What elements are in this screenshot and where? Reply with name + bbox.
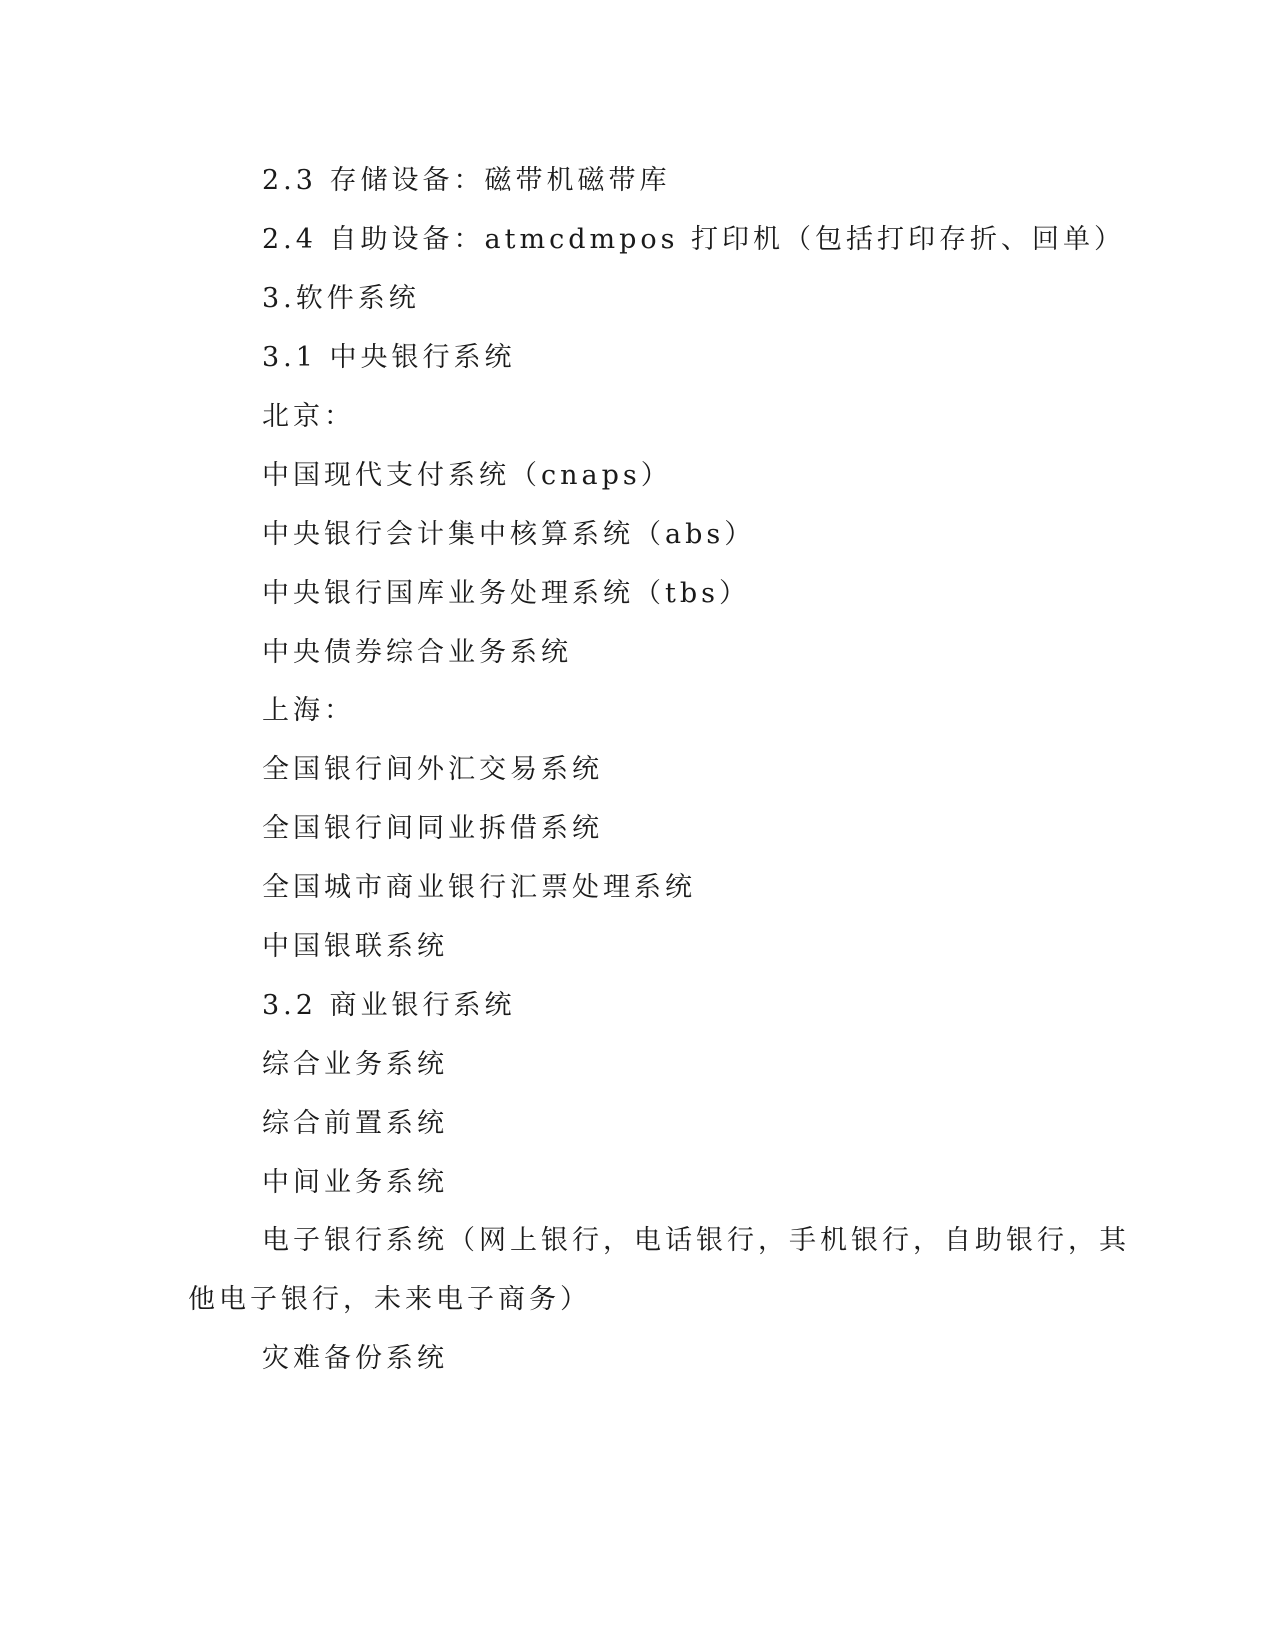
list-item: 中间业务系统	[262, 1167, 448, 1198]
list-item: 综合业务系统	[262, 1049, 448, 1080]
list-item: 中央银行国库业务处理系统（tbs）	[262, 578, 750, 609]
list-item-e-banking: 电子银行系统（网上银行，电话银行，手机银行，自助银行，其	[262, 1225, 1130, 1256]
list-item: 全国银行间外汇交易系统	[262, 754, 603, 785]
heading-2-3-storage: 2.3 存储设备：磁带机磁带库	[262, 165, 671, 196]
heading-3-2-commercial-bank: 3.2 商业银行系统	[262, 990, 516, 1021]
label-shanghai: 上海：	[262, 695, 355, 726]
label-beijing: 北京：	[262, 401, 355, 432]
list-item: 综合前置系统	[262, 1108, 448, 1139]
list-item: 中央债券综合业务系统	[262, 637, 572, 668]
list-item: 全国银行间同业拆借系统	[262, 813, 603, 844]
heading-2-4-self-service: 2.4 自助设备：atmcdmpos 打印机（包括打印存折、回单）	[262, 224, 1126, 255]
list-item: 中国现代支付系统（cnaps）	[262, 460, 672, 491]
list-item-e-banking-continued: 他电子银行，未来电子商务）	[188, 1284, 591, 1315]
list-item: 中国银联系统	[262, 931, 448, 962]
heading-3-1-central-bank: 3.1 中央银行系统	[262, 342, 516, 373]
list-item: 中央银行会计集中核算系统（abs）	[262, 519, 756, 550]
heading-3-software: 3.软件系统	[262, 283, 420, 314]
list-item: 灾难备份系统	[262, 1343, 448, 1374]
list-item: 全国城市商业银行汇票处理系统	[262, 872, 696, 903]
